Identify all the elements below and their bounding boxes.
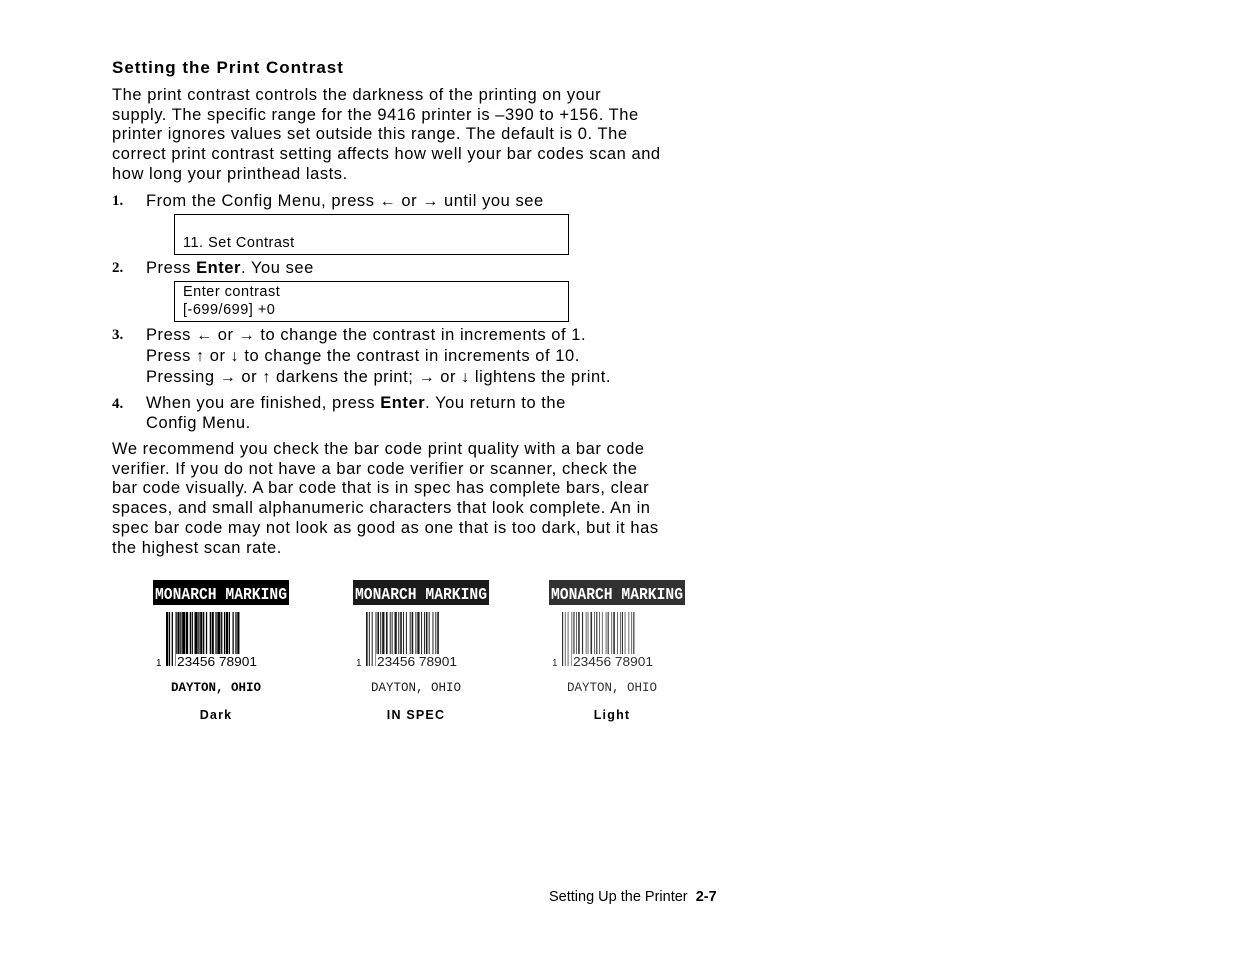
step-4-text: [146, 394, 566, 433]
intro-line: printer ignores values set outside this range. The default is 0. The: [112, 125, 628, 144]
step-1-text: From the Config Menu, press ← or → until you see: [146, 192, 544, 210]
barcode-sample: [353, 580, 489, 722]
display-line: Enter contrast: [183, 284, 281, 300]
up-arrow-icon: ↑: [262, 369, 271, 386]
city-text: DAYTON, OHIO: [170, 681, 262, 695]
intro-line: The print contrast controls the darkness of the printing on your: [112, 86, 602, 104]
step-4-line: When you are finished, press Enter. You return to the: [146, 394, 566, 412]
step-3-line: Press ← or → to change the contrast in increments of 1.: [146, 326, 587, 344]
intro-line: correct print contrast setting affects how well your bar codes scan and: [112, 145, 661, 164]
lcd-display-set-contrast: [174, 214, 569, 255]
page-number: 2-7: [695, 889, 717, 905]
step-number: 3.: [112, 327, 124, 343]
barcode-bar: [372, 612, 373, 666]
recommend-line: bar code visually. A bar code that is in spec has complete bars, clear: [112, 479, 650, 498]
barcode-check-digit: 1: [156, 658, 162, 669]
recommend-line: spaces, and small alphanumeric characters that look complete. An in: [112, 499, 651, 518]
down-arrow-icon: ↓: [461, 369, 470, 386]
down-arrow-icon: ↓: [230, 348, 240, 365]
step-3-line: Pressing → or ↑ darkens the print; → or ↓ lightens the print.: [146, 368, 611, 386]
step-4-line: Config Menu.: [146, 413, 251, 432]
barcode-number: 23456 78901: [377, 654, 457, 669]
left-arrow-icon: ←: [379, 193, 397, 210]
barcode-bar: [369, 612, 370, 666]
barcode-bar: [172, 612, 173, 666]
barcode-bar: [166, 612, 168, 666]
up-arrow-icon: ↑: [196, 348, 205, 365]
city-text: DAYTON, OHIO: [566, 681, 658, 695]
recommend-paragraph: [112, 440, 752, 558]
right-arrow-icon: →: [238, 327, 256, 344]
barcode-number: 23456 78901: [177, 654, 257, 669]
barcode-bar: [565, 612, 566, 666]
intro-line: how long your printhead lasts.: [112, 164, 348, 183]
barcode-sample: [153, 580, 289, 722]
right-arrow-icon: →: [219, 369, 237, 386]
barcode-bar: [568, 612, 569, 666]
right-arrow-icon: →: [418, 369, 436, 386]
brand-text: MONARCH MARKING: [355, 586, 487, 605]
enter-key-label: Enter: [380, 394, 426, 412]
barcode-bar: [169, 612, 170, 666]
barcode-bar: [366, 612, 368, 666]
step-2-text: Press Enter. You see: [146, 259, 314, 277]
barcode-check-digit: 1: [356, 658, 362, 669]
city-text: DAYTON, OHIO: [370, 681, 462, 695]
recommend-line: spec bar code may not look as good as one that is too dark, but it has: [112, 518, 659, 537]
step-number: 4.: [112, 396, 124, 412]
right-arrow-icon: →: [422, 193, 439, 210]
recommend-line: verifier. If you do not have a bar code verifier or scanner, check the: [112, 459, 638, 478]
brand-text: MONARCH MARKING: [551, 586, 683, 605]
barcode-samples: [150, 576, 710, 726]
sample-caption: IN SPEC: [386, 708, 446, 722]
step-number: 2.: [112, 260, 124, 276]
recommend-line: the highest scan rate.: [112, 538, 282, 557]
enter-key-label: Enter: [196, 259, 241, 277]
barcode-samples-figure: [150, 576, 710, 726]
intro-line: supply. The specific range for the 9416 printer is –390 to +156. The: [112, 105, 639, 124]
step-3-text: [146, 325, 611, 388]
display-line: 11. Set Contrast: [183, 235, 295, 251]
brand-text: MONARCH MARKING: [155, 586, 287, 605]
barcode-sample: [549, 580, 685, 722]
lcd-display-enter-contrast: [174, 281, 569, 322]
left-arrow-icon: ←: [196, 327, 213, 344]
display-line: [-699/699] +0: [183, 302, 276, 318]
intro-paragraph: [112, 86, 752, 185]
section-heading: Setting the Print Contrast: [112, 58, 344, 77]
barcode-bar: [562, 612, 563, 666]
recommend-line: We recommend you check the bar code print quality with a bar code: [112, 440, 645, 458]
sample-caption: Light: [593, 708, 631, 722]
page-footer: [549, 889, 717, 905]
sample-caption: Dark: [199, 708, 233, 722]
barcode-check-digit: 1: [552, 658, 558, 669]
footer-section: Setting Up the Printer: [549, 889, 688, 905]
step-3-line: Press ↑ or ↓ to change the contrast in increments of 10.: [146, 347, 580, 365]
barcode-number: 23456 78901: [573, 654, 653, 669]
step-number: 1.: [112, 193, 124, 209]
